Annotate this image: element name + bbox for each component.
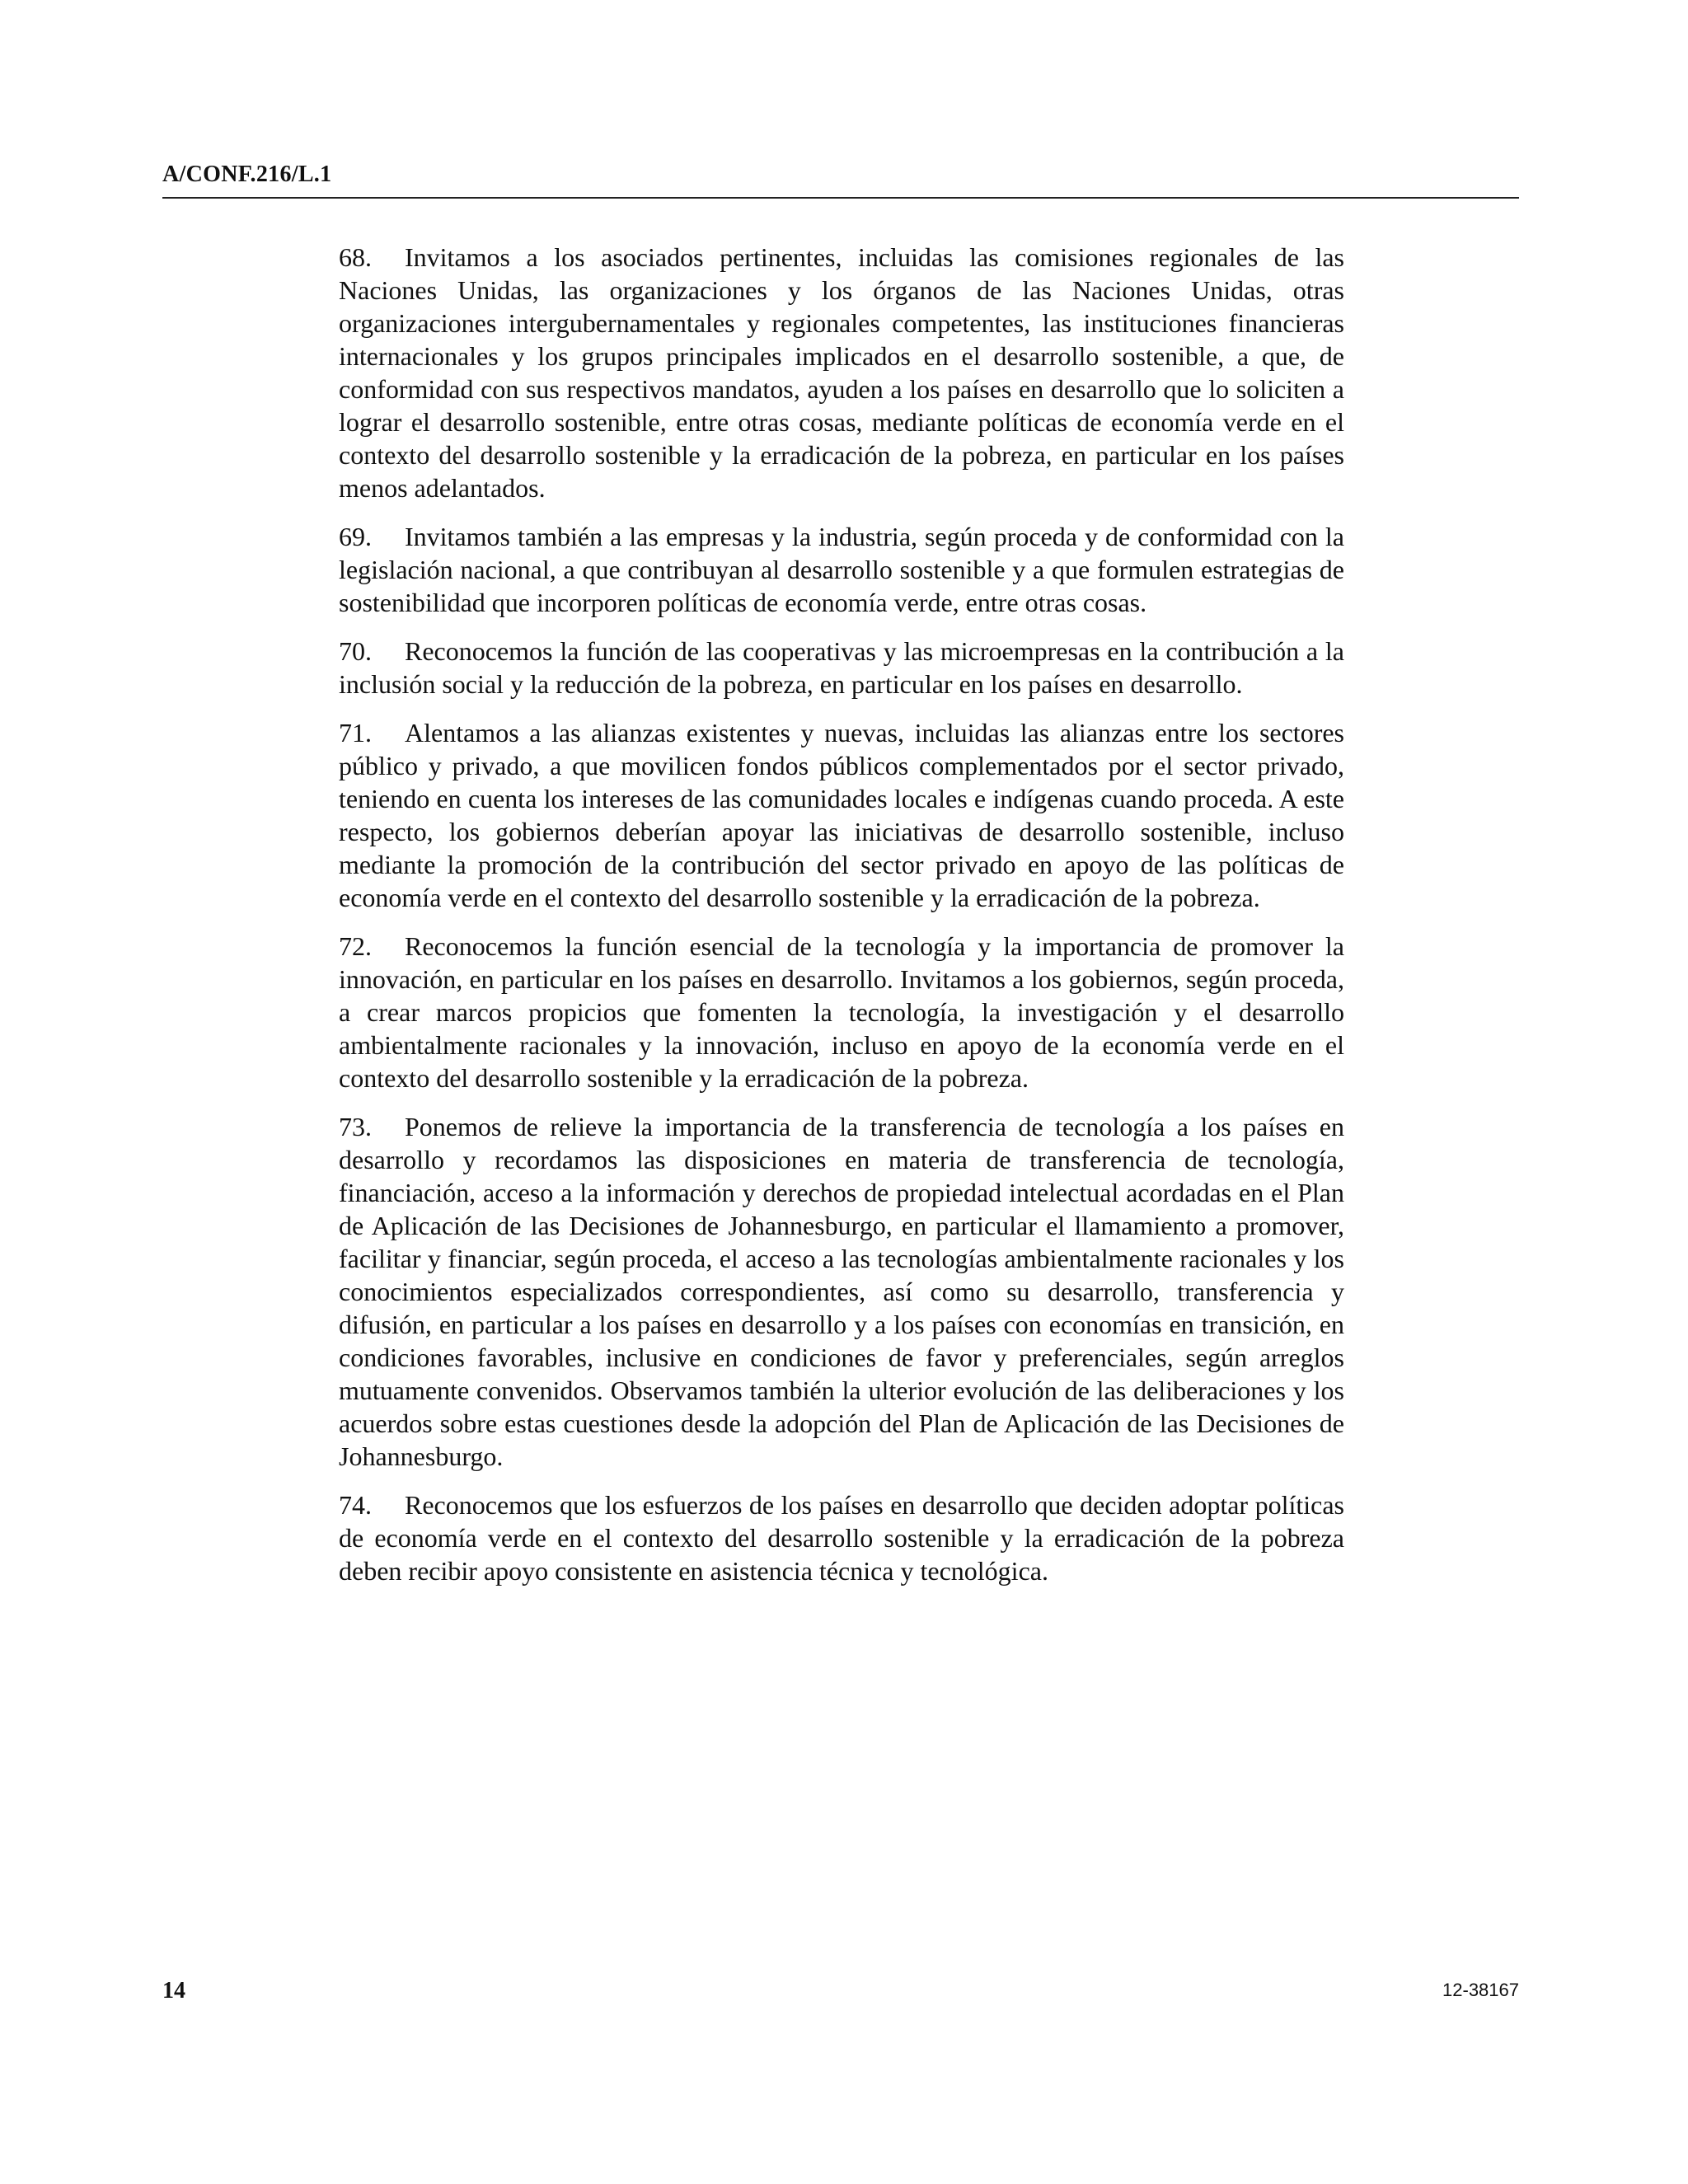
paragraph-text: Ponemos de relieve la importancia de la transferencia de tecnología a los países en desarrollo y recordamos las disposiciones en materia de transferencia de tecnología, financiación, acceso a la información y derechos de propiedad intelectual acordadas en el Plan de Aplicación de las Decisiones de Johannesburgo, en particular el llamamiento a promover, facilitar y financiar, según proceda, el acceso a las tecnologías ambientalmente racionales y los conocimientos especializados correspondientes, así como su desarrollo, transferencia y difusión, en particular a los países en desarrollo y a los países con economías en transición, en condiciones favorables, inclusive en condiciones de favor y preferenciales, según arreglos mutuamente convenidos. Observamos también la ulterior evolución de las deliberaciones y los acuerdos sobre estas cuestiones desde la adopción del Plan de Aplicación de las Decisiones de Johannesburgo. bbox=[339, 1112, 1344, 1471]
paragraph-text: Reconocemos la función de las cooperativas y las microempresas en la contribución a la inclusión social y la reducción de la pobreza, en particular en los países en desarrollo. bbox=[339, 636, 1344, 699]
document-body bbox=[339, 241, 1344, 1603]
paragraph-text: Invitamos a los asociados pertinentes, incluidas las comisiones regionales de las Naciones Unidas, las organizaciones y los órganos de las Naciones Unidas, otras organizaciones intergubernamentales y regionales competentes, las instituciones financieras internacionales y los grupos principales implicados en el desarrollo sostenible, a que, de conformidad con sus respectivos mandatos, ayuden a los países en desarrollo que lo soliciten a lograr el desarrollo sostenible, entre otras cosas, mediante políticas de economía verde en el contexto del desarrollo sostenible y la erradicación de la pobreza, en particular en los países menos adelantados. bbox=[339, 242, 1344, 503]
document-code: 12-38167 bbox=[1442, 1980, 1519, 2000]
paragraph-68 bbox=[339, 241, 1344, 504]
page-number: 14 bbox=[162, 1978, 185, 2004]
document-symbol: A/CONF.216/L.1 bbox=[162, 162, 332, 187]
paragraph-number: 73. bbox=[339, 1112, 372, 1141]
paragraph-number: 68. bbox=[339, 242, 372, 272]
paragraph-70 bbox=[339, 635, 1344, 701]
paragraph-number: 70. bbox=[339, 636, 372, 666]
paragraph-number: 69. bbox=[339, 522, 372, 551]
paragraph-74 bbox=[339, 1488, 1344, 1587]
paragraph-text: Alentamos a las alianzas existentes y nuevas, incluidas las alianzas entre los sectores público y privado, a que movilicen fondos públicos complementados por el sector privado, teniendo en cuenta los intereses de las comunidades locales e indígenas cuando proceda. A este respecto, los gobiernos deberían apoyar las iniciativas de desarrollo sostenible, incluso mediante la promoción de la contribución del sector privado en apoyo de las políticas de economía verde en el contexto del desarrollo sostenible y la erradicación de la pobreza. bbox=[339, 718, 1344, 912]
paragraph-text: Reconocemos que los esfuerzos de los países en desarrollo que deciden adoptar políticas de economía verde en el contexto del desarrollo sostenible y la erradicación de la pobreza deben recibir apoyo consistente en asistencia técnica y tecnológica. bbox=[339, 1490, 1344, 1586]
paragraph-71 bbox=[339, 716, 1344, 914]
paragraph-69 bbox=[339, 520, 1344, 619]
paragraph-number: 71. bbox=[339, 718, 372, 748]
paragraph-text: Reconocemos la función esencial de la tecnología y la importancia de promover la innovación, en particular en los países en desarrollo. Invitamos a los gobiernos, según proceda, a crear marcos propicios que fomenten la tecnología, la investigación y el desarrollo ambientalmente racionales y la innovación, incluso en apoyo de la economía verde en el contexto del desarrollo sostenible y la erradicación de la pobreza. bbox=[339, 931, 1344, 1093]
paragraph-text: Invitamos también a las empresas y la industria, según proceda y de conformidad con la legislación nacional, a que contribuyan al desarrollo sostenible y a que formulen estrategias de sostenibilidad que incorporen políticas de economía verde, entre otras cosas. bbox=[339, 522, 1344, 617]
paragraph-number: 74. bbox=[339, 1490, 372, 1520]
paragraph-number: 72. bbox=[339, 931, 372, 961]
paragraph-73 bbox=[339, 1110, 1344, 1473]
paragraph-72 bbox=[339, 930, 1344, 1094]
header-divider bbox=[162, 197, 1519, 199]
